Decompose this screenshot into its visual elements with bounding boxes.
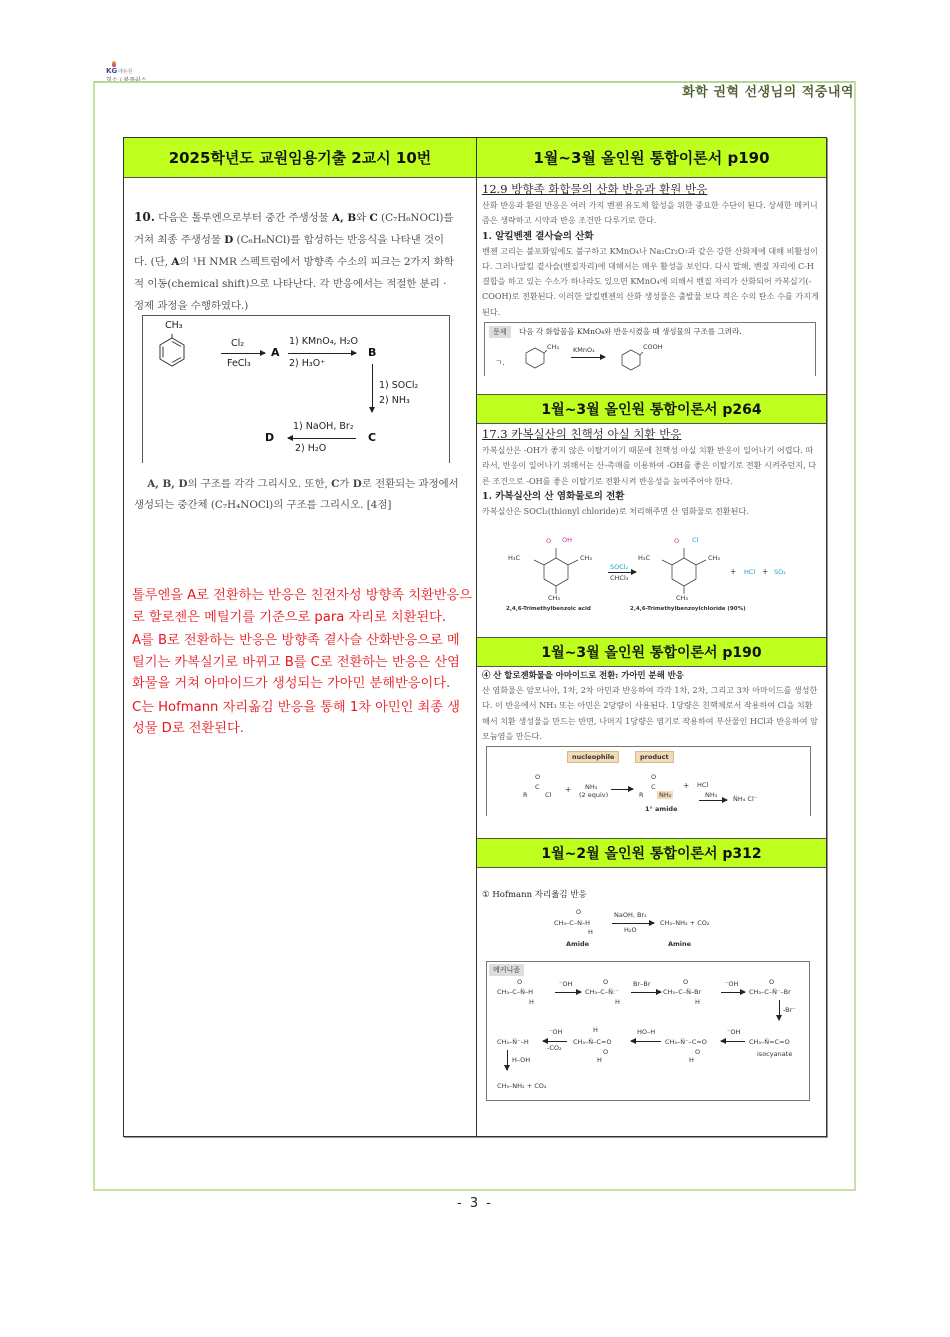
reaction-arrow: [221, 353, 265, 354]
ch3-label: CH₃: [548, 594, 561, 602]
oh-label: OH: [562, 536, 573, 544]
reaction-arrow-left: [631, 1041, 661, 1042]
reaction-scheme: [142, 315, 450, 463]
reaction-arrow: [555, 992, 581, 993]
reagent-water: HO–H: [637, 1028, 656, 1036]
oxygen-label: O: [546, 537, 552, 545]
answer-explanation: [132, 585, 472, 742]
mechanism-box: [486, 961, 810, 1101]
reagent-h2o: H₂O: [624, 926, 637, 934]
reaction-arrow: [571, 357, 605, 358]
logo-subtitle: 희소 / 북플러스: [106, 77, 147, 84]
ch3-label: CH₃: [547, 343, 560, 351]
cl-label: Cl: [692, 536, 699, 544]
amine-products: CH₃–NH₂ + CO₂: [660, 919, 710, 927]
reagent-fecl3: FeCl₃: [227, 358, 251, 369]
r-label: R: [639, 791, 644, 799]
right-section-heading: 1월~3월 올인원 통합이론서 p190: [477, 637, 826, 667]
section-subtitle: 1. 알킬벤젠 곁사슬의 산화: [482, 230, 594, 242]
isocyanate-structure: CH₃–N̈=C=O: [749, 1038, 790, 1046]
reagent-oh: ⁻OH: [559, 980, 573, 988]
oxygen-label: O: [603, 978, 609, 986]
publisher-logo: [106, 63, 166, 83]
section-intro: 산화 반응과 환원 반응은 여러 가지 벤젠 유도체 합성을 위한 중요한 수단이 된다. 상세한 메커니즘은 생략하고 시약과 반응 조건만 다루기로 한다.: [482, 200, 818, 226]
ch3-label: CH₃: [580, 554, 593, 562]
reagent-cl2: Cl₂: [231, 338, 245, 349]
hydrogen-label: H: [597, 1056, 602, 1064]
final-products: CH₃–NH₂ + CO₂: [497, 1082, 547, 1090]
textbook-section-p312: [482, 888, 820, 903]
reaction-arrow: [699, 800, 727, 801]
equiv-label: (2 equiv): [579, 791, 609, 799]
oxygen-label: O: [683, 978, 689, 986]
ch3-label: CH₃: [165, 320, 183, 331]
section-subtitle: ① Hofmann 자리옮김 반응: [482, 890, 587, 900]
hydrogen-label: H: [615, 998, 620, 1006]
amide-label: 1° amide: [645, 805, 678, 813]
oxygen-label: O: [535, 773, 541, 781]
reagent-naoh-br2: NaOH, Br₂: [614, 911, 647, 919]
so2-label: SO₂: [774, 568, 786, 576]
mech-structure: CH₃–C–N̈–Br: [663, 988, 702, 996]
trimethylbenzoic-acid-structure: [526, 544, 586, 600]
product-name: 2,4,6-Trimethylbenzoylchloride (90%): [630, 606, 746, 612]
mech-structure: CH₃–C–N̈–H: [497, 988, 534, 996]
compound-b: , B: [340, 212, 357, 224]
mech-structure: CH₃–N̈⁻–H: [497, 1038, 529, 1046]
hydrogen-label: H: [588, 928, 593, 936]
question-text: 의 구조를 각각 그리시오. 또한,: [187, 478, 332, 490]
oxygen-label: O: [695, 1048, 701, 1056]
mech-structure: CH₃–N̈⁻–C=O: [665, 1038, 707, 1046]
page-title: 화학 권혁 선생님의 적중내역: [682, 85, 854, 100]
question-text: 로 전환되는 과정에서 생성되는 중간체 (C₇H₄NOCl)의 구조를 그리시오. [4점]: [134, 478, 459, 511]
ch3-label: CH₃: [708, 554, 721, 562]
mechanism-tag: 메커니즘: [489, 964, 524, 976]
reaction-arrow: [631, 992, 661, 993]
hcl-label: HCl: [744, 568, 756, 576]
hofmann-overall-reaction: [554, 908, 774, 958]
answer-paragraph: A를 B로 전환하는 반응은 방향족 곁사슬 산화반응으로 메틸기는 카복실기로 바뀌고 B를 C로 전환하는 반응은 산염화물을 거쳐 아마이드가 생성되는 가아민 분해반응이다.: [132, 633, 460, 691]
reaction-arrow: [608, 572, 636, 573]
exam-question: [134, 206, 456, 317]
left-column-heading: 2025학년도 교원임용기출 2교시 10번: [124, 138, 476, 178]
reaction-arrow-down: [779, 1000, 780, 1020]
r-label: R: [523, 791, 528, 799]
compound-b-label: B: [368, 346, 377, 359]
oxygen-label: O: [651, 773, 657, 781]
nh2-label: NH₂: [659, 791, 672, 799]
reaction-arrow-down: [372, 364, 373, 412]
section-body: 카복실산은 SOCl₂(thionyl chloride)로 처리해주면 산 염화물로 전환된다.: [482, 505, 749, 516]
compound-a: A: [171, 256, 180, 268]
compound-a-label: A: [271, 346, 280, 359]
reaction-arrow: [612, 923, 654, 924]
problem-box: [484, 322, 816, 376]
logo-kg-sub: 에듀원: [118, 69, 133, 75]
page-number: - 3 -: [457, 1196, 493, 1211]
right-section-heading: 1월~3월 올인원 통합이론서 p264: [477, 394, 826, 424]
section-body: 산 염화물은 암모니아, 1차, 2차 아민과 반응하여 각각 1차, 2차, 그리고 3차 아마이드를 생성한다. 이 반응에서 NH₃ 또는 아민은 2당량이 사용된다. 1당량은 친핵체로서 작용하여 Cl을 치환해서 치환 생성물을 만드는 반면, 나머지 1당량은 염기로 작용하여 부산물인 HCl과 반응하여 암모늄염을 만든다.: [482, 685, 818, 741]
compound-c-label: C: [368, 431, 377, 444]
section-body: 벤젠 고리는 불포화임에도 불구하고 KMnO₄나 Na₂Cr₂O₇과 같은 강한 산화제에 대해 비활성이다. 그러나알킬 곁사슬(벤질자리)에 대해서는 매우 활성을 보인다. 다시 말해, 벤질 자리에 C-H 결합을 하고 있는 수소가 하나라도 있으면 KMnO₄에 의해서 벤질 자리가 산화되어 카복실기(-COOH)로 전환된다. 이러한 알킬벤젠의 산화 생성물은 출발물 보다 적은 수의 탄소 수를 가지게 된다.: [482, 245, 819, 317]
question-text: 를 합성하는 반응식을 나타낸 것이다. (단,: [134, 234, 445, 268]
oxygen-label: O: [674, 537, 680, 545]
reaction-arrow: [611, 789, 633, 790]
hcl-label: HCl: [697, 781, 709, 789]
ammonium-chloride-label: N̈H₄ Cl⁻: [733, 795, 758, 803]
section-title: 17.3 카복실산의 친핵성 아실 치환 반응: [482, 427, 682, 441]
textbook-section-p190: [482, 181, 820, 320]
reaction-arrow: [721, 992, 745, 993]
reagent-h2o: 2) H₂O: [295, 443, 327, 454]
amide-label: Amide: [566, 940, 590, 948]
reagent-socl2: SOCl₂: [610, 563, 629, 571]
formula-d: (C₆H₆NCl): [233, 234, 291, 246]
hydrogen-label: H: [529, 998, 534, 1006]
isocyanate-label: isocyanate: [757, 1050, 793, 1058]
amide-structure: CH₃–C–N–H: [554, 919, 591, 927]
textbook-section-p264: [482, 426, 820, 519]
plus-sign: +: [762, 567, 769, 576]
question-text: 의 ¹H NMR 스펙트럼에서 방향족 수소의 피크는 2가지 화학적 이동(chemical shift)으로 나타난다. 각 반응에서는 적절한 분리 · 정제 과정을 수행하였다.): [134, 256, 454, 312]
exam-question-part2: [134, 474, 464, 516]
amine-label: Amine: [668, 940, 692, 948]
question-text: 와: [356, 212, 370, 224]
section-subtitle: 1. 카복실산의 산 염화물로의 전환: [482, 490, 625, 502]
comparison-table: [123, 137, 827, 1137]
reaction-arrow-down: [507, 1050, 508, 1070]
nh3-label: NH₃: [705, 791, 718, 799]
plus-sign: +: [565, 785, 572, 794]
reagent-h3o: 2) H₃O⁺: [289, 358, 326, 369]
reaction-arrow: [288, 353, 356, 354]
product-label: product: [635, 751, 674, 763]
reaction-arrow-left: [721, 1041, 745, 1042]
reagent-br2: Br–Br: [633, 980, 651, 988]
benzoic-acid-structure: [619, 347, 643, 373]
textbook-section-p190-amide: [482, 668, 820, 744]
question-text: 를 거쳐 최종 주생성물: [134, 212, 454, 246]
h3c-label: H₃C: [638, 554, 651, 562]
h3c-label: H₃C: [508, 554, 521, 562]
reaction-arrow-left: [288, 438, 356, 439]
reagent-naoh-br2: 1) NaOH, Br₂: [293, 421, 354, 432]
reagent-socl2: 1) SOCl₂: [379, 380, 419, 391]
compound-d: D: [352, 478, 362, 490]
reactant-name: 2,4,6-Trimethylbenzoic acid: [506, 606, 591, 612]
reagent-oh: ⁻OH: [725, 980, 739, 988]
hydrogen-label: H: [689, 1056, 694, 1064]
compound-d-label: D: [265, 431, 275, 444]
compound-c: C: [369, 212, 378, 224]
compound-c: C: [331, 478, 340, 490]
question-text: 다음은 톨루엔으로부터 중간 주생성물: [158, 212, 333, 224]
oxygen-label: O: [769, 978, 775, 986]
reagent-chcl3: CHCl₃: [610, 574, 629, 582]
reagent-kmno4: KMnO₄: [573, 346, 595, 354]
right-section-heading: 1월~2월 올인원 통합이론서 p312: [477, 838, 826, 868]
section-subtitle: ④ 산 할로젠화물을 아마이드로 전환: 가아민 분해 반응: [482, 670, 684, 680]
formula-c: (C₇H₆NOCl): [377, 212, 444, 224]
right-section-heading: 1월~3월 올인원 통합이론서 p190: [477, 138, 826, 178]
cooh-label: COOH: [643, 343, 663, 351]
section-body: 카복실산은 -OH가 좋지 않은 이탈기이기 때문에 친핵성 아실 치환 반응이 일어나기 어렵다. 따라서, 반응이 일어나기 위해서는 산-촉매를 이용하여 -OH를 좋은 이탈기로 전환 시켜주던지, 다른 조건으로 -OH를 좋은 이탈기로 전환시켜 반응성을 높여주어야 한다.: [482, 445, 817, 486]
oxygen-label: O: [603, 1048, 609, 1056]
aminolysis-figure: [486, 746, 811, 816]
oxygen-label: O: [576, 908, 582, 916]
reagent-oh: ⁻OH: [727, 1028, 741, 1036]
loss-co2: -CO₂: [547, 1044, 562, 1052]
mech-structure: CH₃–N̈–C=O: [573, 1038, 612, 1046]
reaction-arrow-left: [543, 1041, 567, 1042]
question-text: 가: [339, 478, 353, 490]
problem-tag: 문제: [489, 326, 511, 338]
toluene-structure: [157, 334, 187, 370]
reagent-nh3: 2) NH₃: [379, 395, 410, 406]
reagent-oh: ⁻OH: [549, 1028, 563, 1036]
mech-structure: CH₃–C–N̈:⁻: [585, 988, 619, 996]
ch3-label: CH₃: [676, 594, 689, 602]
plus-sign: +: [683, 781, 690, 790]
carbon-label: C: [651, 783, 656, 791]
acid-chloride-figure: [504, 536, 804, 620]
nucleophile-label: nucleophile: [567, 751, 619, 763]
compound-labels: A, B, D: [147, 478, 188, 490]
hydrogen-label: H: [695, 998, 700, 1006]
answer-paragraph: C는 Hofmann 자리옮김 반응을 통해 1차 아민인 최종 생성물 D로 전환된다.: [132, 699, 460, 736]
reagent-water: H–OH: [512, 1056, 531, 1064]
answer-paragraph: 톨루엔을 A로 전환하는 반응은 친전자성 방향족 치환반응으로 할로젠은 메틸기를 기준으로 para 자리로 치환된다.: [132, 588, 472, 625]
oxygen-label: O: [517, 978, 523, 986]
compound-d: D: [224, 234, 234, 246]
compound-a: A: [332, 212, 341, 224]
logo-kg: KG: [106, 67, 118, 75]
plus-sign: +: [730, 567, 737, 576]
mech-structure: CH₃–C–N̈⁻–Br: [749, 988, 791, 996]
problem-text: 다음 각 화합물을 KMnO₄와 반응시켰을 때 생성물의 구조를 그려라.: [519, 327, 742, 336]
reagent-kmno4: 1) KMnO₄, H₂O: [289, 336, 358, 347]
toluene-structure: [523, 345, 547, 371]
hydrogen-label: H: [593, 1026, 598, 1034]
question-number: 10.: [134, 210, 155, 224]
section-title: 12.9 방향족 화합물의 산화 반응과 환원 반응: [482, 182, 708, 196]
nh3-label: NH₃: [585, 783, 598, 791]
loss-bromide: -Br⁻: [783, 1006, 796, 1014]
carbon-label: C: [535, 783, 540, 791]
trimethylbenzoyl-chloride-structure: [654, 544, 714, 600]
cl-label: Cl: [545, 791, 552, 799]
problem-item: ㄱ.: [495, 358, 505, 367]
